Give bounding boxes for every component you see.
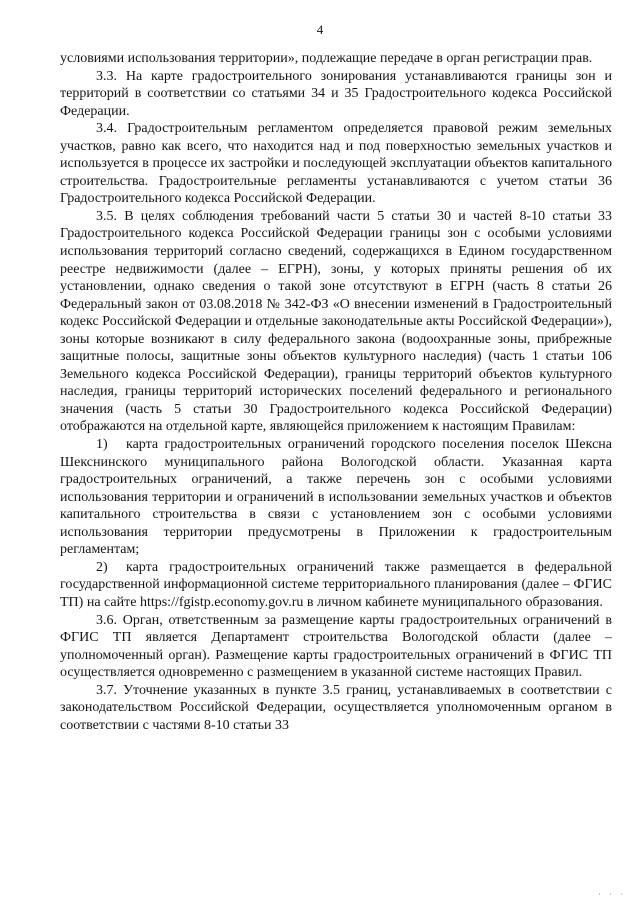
list-item-1-text: карта градостроительных ограничений городского поселения поселок Шексна Шекснинского муниципального района Вологодской области. Указанная карта градостроительных ограничений, а также перечень зон с особыми условиями использования территории и ограничений в использовании земельных участков и объектов капитального строительства в связи с установлением зон с особыми условиями использования территории предусмотрены в Приложении к градостроительным регламентам;: [60, 437, 612, 558]
list-item-2: [60, 559, 612, 612]
paragraph-3-5: 3.5. В целях соблюдения требований части 5 статьи 30 и частей 8-10 статьи 33 Градостроительного кодекса Российской Федерации границы зон с особыми условиями использования территорий согласно сведений, содержащихся в Едином государственном реестре недвижимости (далее – ЕГРН), зоны, у которых приняты решения об их установлении, однако сведения о такой зоне отсутствуют в ЕГРН (часть 8 статьи 26 Федеральный закон от 03.08.2018 № 342-ФЗ «О внесении изменений в Градостроительный кодекс Российской Федерации и отдельные законодательные акты Российской Федерации»), зоны которые возникают в силу федерального закона (водоохранные зоны, прибрежные защитные полосы, защитные зоны объектов культурного наследия) (часть 1 статьи 106 Земельного кодекса Российской Федерации), границы территорий объектов культурного наследия, границы территорий исторических поселений федерального и регионального значения (часть 5 статьи 30 Градостроительного кодекса Российской Федерации) отображаются на отдельной карте, являющейся приложением к настоящим Правилам:: [60, 208, 612, 435]
list-item-2-number: 2): [96, 559, 108, 575]
paragraph-3-6: 3.6. Орган, ответственным за размещение карты градостроительных ограничений в ФГИС ТП является Департамент строительства Вологодской области (далее – уполномоченный орган). Размещение карты градостроительных ограничений в ФГИС ТП осуществляется одновременно с размещением в указанной системе настоящих Правил.: [60, 612, 612, 681]
list-item-2-text: карта градостроительных ограничений также размещается в федеральной государственной информационной системе территориального планирования (далее – ФГИС ТП) на сайте https://fgistp.economy.gov.ru в личном кабинете муниципального образования.: [60, 559, 612, 610]
document-body: [60, 50, 612, 734]
scan-mark: · · ·: [598, 890, 626, 899]
paragraph-3-3: 3.3. На карте градостроительного зонирования устанавливаются границы зон и территорий в соответствии со статьями 34 и 35 Градостроительного кодекса Российской Федерации.: [60, 68, 612, 119]
page-number: 4: [316, 22, 324, 37]
list-item-1-number: 1): [96, 437, 108, 453]
paragraph-continuation: условиями использования территории», подлежащие передаче в орган регистрации прав.: [60, 51, 593, 66]
list-item-1: [60, 436, 612, 559]
paragraph-3-4: 3.4. Градостроительным регламентом определяется правовой режим земельных участков, равно как всего, что находится над и под поверхностью земельных участков и используется в процессе их застройки и последующей эксплуатации объектов капитального строительства. Градостроительные регламенты устанавливаются с учетом статьи 36 Градостроительного кодекса Российской Федерации.: [60, 121, 612, 207]
paragraph-3-7: 3.7. Уточнение указанных в пункте 3.5 границ, устанавливаемых в соответствии с законодательством Российской Федерации, осуществляется уполномоченным органом в соответствии с частями 8-10 статьи 33: [60, 682, 612, 733]
